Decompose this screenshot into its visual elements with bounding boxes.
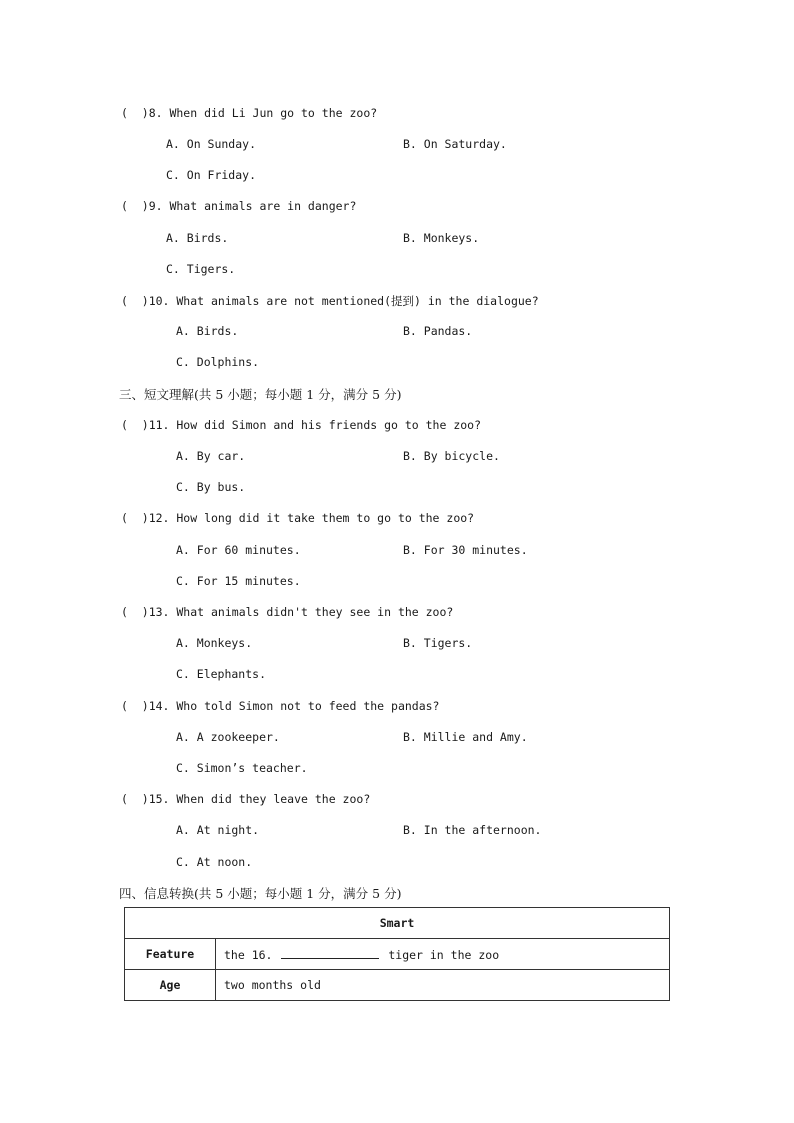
q15-option-b: B. In the afternoon. — [403, 823, 542, 837]
q8-option-b: B. On Saturday. — [403, 137, 507, 151]
section-3-title: 三、短文理解(共 5 小题；每小题 1 分，满分 5 分) — [119, 387, 402, 402]
q14-option-a: A. A zookeeper. — [176, 730, 280, 744]
question-15: ( )15. When did they leave the zoo? — [121, 792, 371, 806]
q14-option-c: C. Simon’s teacher. — [176, 761, 308, 775]
q10-option-b: B. Pandas. — [403, 324, 473, 338]
feature-suffix: tiger in the zoo — [388, 948, 500, 962]
q12-option-c: C. For 15 minutes. — [176, 574, 301, 588]
info-table — [124, 907, 670, 1001]
question-13: ( )13. What animals didn't they see in the zoo? — [121, 605, 454, 619]
q9-option-c: C. Tigers. — [166, 262, 236, 276]
table-row — [125, 970, 670, 1001]
q9-option-a: A. Birds. — [166, 231, 229, 245]
age-label: Age — [125, 970, 216, 1001]
question-9: ( )9. What animals are in danger? — [121, 199, 357, 213]
q11-option-a: A. By car. — [176, 449, 246, 463]
q13-option-c: C. Elephants. — [176, 667, 267, 681]
age-value: two months old — [216, 970, 670, 1001]
question-12: ( )12. How long did it take them to go to the zoo? — [121, 511, 475, 525]
question-11: ( )11. How did Simon and his friends go to the zoo? — [121, 418, 482, 432]
q10-option-c: C. Dolphins. — [176, 355, 260, 369]
question-14: ( )14. Who told Simon not to feed the pandas? — [121, 699, 440, 713]
table-heading: Smart — [125, 908, 670, 939]
answer-blank-16[interactable] — [281, 946, 379, 959]
q13-option-b: B. Tigers. — [403, 636, 473, 650]
q12-option-a: A. For 60 minutes. — [176, 543, 301, 557]
q8-option-a: A. On Sunday. — [166, 137, 257, 151]
feature-cell — [216, 939, 670, 970]
q8-option-c: C. On Friday. — [166, 168, 257, 182]
feature-label: Feature — [125, 939, 216, 970]
q15-option-c: C. At noon. — [176, 855, 253, 869]
table-row — [125, 908, 670, 939]
q11-option-c: C. By bus. — [176, 480, 246, 494]
question-10: ( )10. What animals are not mentioned(提到) in the dialogue? — [121, 294, 539, 308]
q13-option-a: A. Monkeys. — [176, 636, 253, 650]
section-4-title: 四、信息转换(共 5 小题；每小题 1 分，满分 5 分) — [119, 886, 402, 901]
q10-option-a: A. Birds. — [176, 324, 239, 338]
q15-option-a: A. At night. — [176, 823, 260, 837]
question-8: ( )8. When did Li Jun go to the zoo? — [121, 106, 378, 120]
q9-option-b: B. Monkeys. — [403, 231, 480, 245]
table-row — [125, 939, 670, 970]
q11-option-b: B. By bicycle. — [403, 449, 500, 463]
feature-prefix: the 16. — [224, 948, 273, 962]
q12-option-b: B. For 30 minutes. — [403, 543, 528, 557]
q14-option-b: B. Millie and Amy. — [403, 730, 528, 744]
